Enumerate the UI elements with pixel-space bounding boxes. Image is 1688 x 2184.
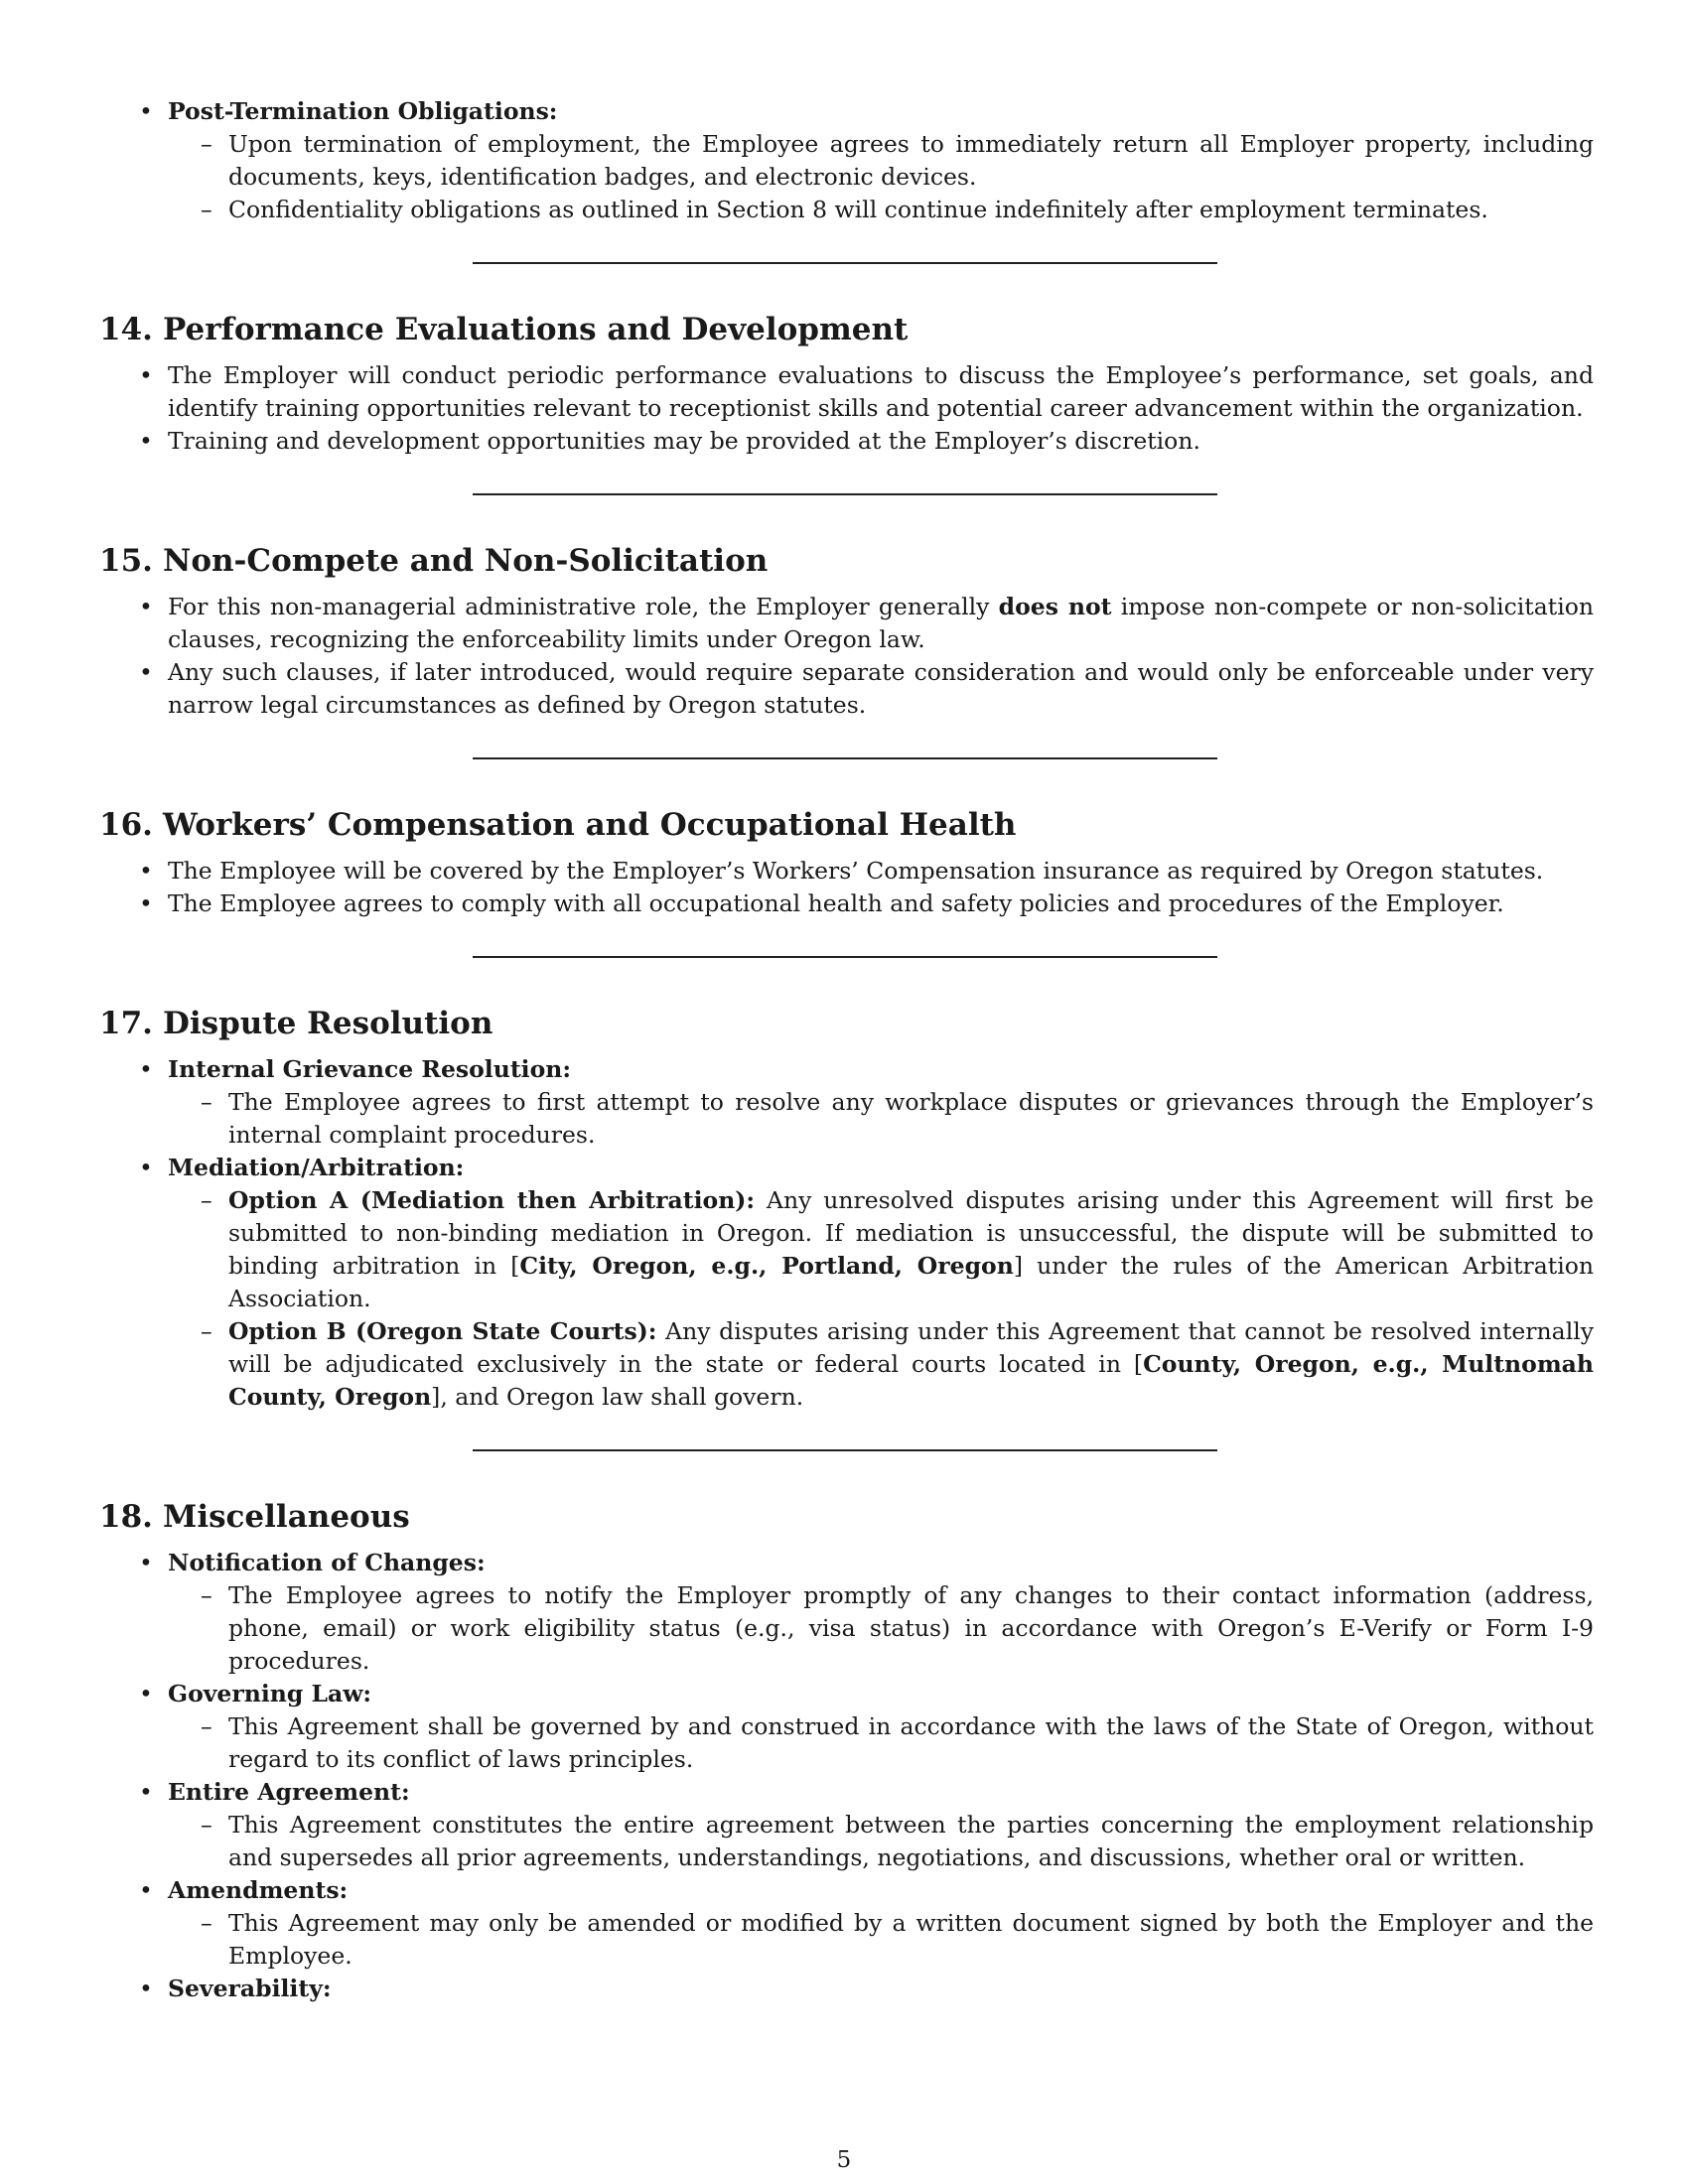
- paragraph: – Upon termination of employment, the Employee agrees to immediately return all Employer property, including documents, keys, identification badges, and electronic devices.: [228, 130, 1594, 191]
- sub-list: [168, 1710, 1594, 1776]
- sub-list: [168, 1086, 1594, 1152]
- section-divider: [473, 493, 1217, 495]
- list-item: [99, 359, 1594, 425]
- list-item: [99, 95, 1594, 226]
- list-item: [168, 1710, 1594, 1776]
- list-item: [99, 656, 1594, 722]
- paragraph: • Training and development opportunities may be provided at the Employer’s discretion.: [168, 427, 1200, 455]
- section-18-list: [99, 1547, 1594, 2005]
- section-title: Non-Compete and Non-Solicitation: [163, 543, 769, 579]
- section-number: 14.: [99, 312, 153, 347]
- section-divider: [473, 757, 1217, 759]
- text-run: ] under the rules of the American Arbitration Association.: [228, 1252, 1595, 1312]
- section-number: 18.: [99, 1499, 153, 1535]
- list-item: [99, 1152, 1594, 1414]
- list-item: [168, 1184, 1594, 1315]
- section-15-list: [99, 591, 1594, 722]
- text-run: Any unresolved disputes arising under this Agreement will first be submitted to non-binding mediation in Oregon. If mediation is unsuccessful, the dispute will be submitted to binding arbitration in [: [228, 1186, 1594, 1280]
- list-item: [99, 1547, 1594, 1678]
- emphasis: does not: [998, 593, 1112, 620]
- section-16-heading: [99, 805, 1594, 845]
- paragraph: [168, 591, 1594, 656]
- list-item: [99, 1776, 1594, 1874]
- list-item: [99, 887, 1594, 920]
- text-run: For this non-managerial administrative role, the Employer generally: [168, 593, 999, 620]
- section-title: Miscellaneous: [163, 1499, 410, 1535]
- list-item: [168, 1086, 1594, 1152]
- list-item: [168, 1809, 1594, 1874]
- item-heading: Severability:: [168, 1975, 332, 2002]
- section-divider: [473, 262, 1217, 264]
- placeholder-text: County, Oregon, e.g., Multnomah County, Oregon: [228, 1350, 1594, 1411]
- section-divider: [473, 956, 1217, 958]
- post-termination-list: [99, 95, 1594, 226]
- post-termination-heading: Post-Termination Obligations:: [168, 97, 558, 125]
- list-item: [168, 1579, 1594, 1678]
- section-title: Dispute Resolution: [163, 1006, 493, 1041]
- item-heading: Internal Grievance Resolution:: [168, 1055, 572, 1083]
- paragraph: – The Employee agrees to first attempt to resolve any workplace disputes or grievances through the Employer’s internal complaint procedures.: [228, 1088, 1594, 1149]
- item-heading: Notification of Changes:: [168, 1549, 486, 1576]
- paragraph: • Any such clauses, if later introduced, would require separate consideration and would only be enforceable under very narrow legal circumstances as defined by Oregon statutes.: [168, 658, 1594, 719]
- sub-list: [168, 1579, 1594, 1678]
- section-title: Performance Evaluations and Development: [163, 312, 909, 347]
- list-item: [99, 1678, 1594, 1776]
- section-number: 17.: [99, 1006, 153, 1041]
- section-number: 15.: [99, 543, 153, 579]
- item-heading: Governing Law:: [168, 1680, 372, 1707]
- paragraph: • The Employee agrees to comply with all occupational health and safety policies and procedures of the Employer.: [168, 889, 1504, 917]
- section-18-heading: [99, 1497, 1594, 1537]
- paragraph: – The Employee agrees to notify the Employer promptly of any changes to their contact information (address, phone, email) or work eligibility status (e.g., visa status) in accordance with Oregon’s E-Verify or Form I-9 procedures.: [228, 1581, 1594, 1675]
- list-item: [99, 1053, 1594, 1152]
- list-item: [168, 1315, 1594, 1414]
- text-run: Any disputes arising under this Agreement that cannot be resolved internally will be adjudicated exclusively in the state or federal courts located in [: [228, 1317, 1594, 1378]
- list-item: [99, 591, 1594, 656]
- page-number: 5: [836, 2147, 852, 2173]
- paragraph: – This Agreement constitutes the entire agreement between the parties concerning the employment relationship and supersedes all prior agreements, understandings, negotiations, and discussions, whether oral or written.: [228, 1811, 1594, 1871]
- page-content: [99, 95, 1594, 2005]
- option-label: Option B (Oregon State Courts):: [228, 1317, 657, 1345]
- text-run: impose non-compete or non-solicitation clauses, recognizing the enforceability limits under Oregon law.: [168, 593, 1594, 653]
- list-item: [168, 194, 1594, 226]
- paragraph: – This Agreement shall be governed by and construed in accordance with the laws of the State of Oregon, without regard to its conflict of laws principles.: [228, 1712, 1594, 1773]
- section-16-list: [99, 855, 1594, 920]
- paragraph: [228, 1315, 1594, 1414]
- section-title: Workers’ Compensation and Occupational Health: [163, 807, 1017, 843]
- section-17-heading: [99, 1004, 1594, 1043]
- paragraph: [228, 1184, 1594, 1315]
- section-divider: [473, 1449, 1217, 1451]
- paragraph: – This Agreement may only be amended or modified by a written document signed by both the Employer and the Employee.: [228, 1909, 1594, 1970]
- section-15-heading: [99, 541, 1594, 581]
- list-item: [99, 1973, 1594, 2005]
- paragraph: – Confidentiality obligations as outlined in Section 8 will continue indefinitely after employment terminates.: [228, 196, 1488, 223]
- list-item: [168, 1907, 1594, 1973]
- sub-list: [168, 1809, 1594, 1874]
- sub-list: [168, 1184, 1594, 1414]
- item-heading: Amendments:: [168, 1876, 349, 1904]
- item-heading: Entire Agreement:: [168, 1778, 410, 1806]
- section-14-list: [99, 359, 1594, 458]
- list-item: [99, 1874, 1594, 1973]
- option-label: Option A (Mediation then Arbitration):: [228, 1186, 756, 1214]
- section-17-list: [99, 1053, 1594, 1414]
- section-number: 16.: [99, 807, 153, 843]
- paragraph: • The Employee will be covered by the Employer’s Workers’ Compensation insurance as required by Oregon statutes.: [168, 857, 1544, 885]
- list-item: [99, 855, 1594, 887]
- list-item: [168, 128, 1594, 194]
- item-heading: Mediation/Arbitration:: [168, 1154, 465, 1181]
- text-run: ], and Oregon law shall govern.: [431, 1383, 804, 1411]
- placeholder-text: City, Oregon, e.g., Portland, Oregon: [519, 1252, 1014, 1280]
- section-14-heading: [99, 310, 1594, 349]
- list-item: [99, 425, 1594, 458]
- sub-list: [168, 128, 1594, 226]
- paragraph: • The Employer will conduct periodic performance evaluations to discuss the Employee’s performance, set goals, and identify training opportunities relevant to receptionist skills and potential career advancement within the organization.: [168, 361, 1594, 422]
- sub-list: [168, 1907, 1594, 1973]
